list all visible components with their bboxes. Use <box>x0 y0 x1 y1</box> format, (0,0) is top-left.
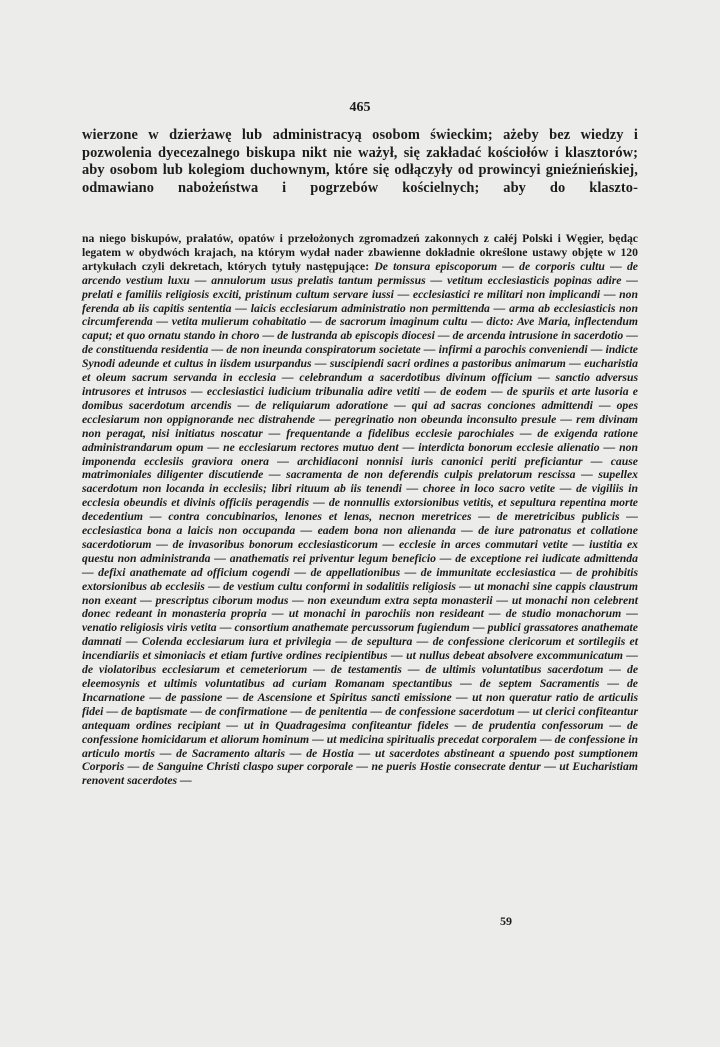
footnote-decree-titles: De tonsura episcoporum — de corporis cultu — de arcendo vestium luxu — annulorum usus prelatis tantum permissus — vetitum ecclesiasticis popinas adire — prelati e familiis religiosis exciti, pristinum cultum servare iussi — ecclesiastici re militari non implicandi — non ferenda ab iis capitis sententia — laicis ecclesiarum administratio non permittenda — arma ab ecclesiasticis non circumferenda — vetita mulierum cohabitatio — de sacrorum imaginum cultu — dicto: Ave Maria, inflectendum caput; et quo ornatu stando in choro — de lustranda ab episcopis diocesi — de arcenda intrusione in sacerdotio — de constituenda residentia — de non ineunda conspiratorum societate — infirmi a parochis conveniendi — indicte Synodi adeunde et cultus in iisdem usurpandus — suscipiendi sacri ordines a pastoribus animarum — eucharistia et oleum sacrum servanda in ecclesia — celebrandum a sacerdotibus divinum officium — sanctio adversus intrusores et intrusos — ecclesiastici iudicium tribunalia adire vetiti — de eodem — de spuriis et arte lusoria e domibus sacerdotum arcendis — de reliquiarum adoratione — qui ad sacras conciones admittendi — opes ecclesiarum non oppignorande nec distrahende — peregrinatio non obeunda inconsulto presule — rem divinam non peragat, nisi initiatus noscatur — frequentande a fidelibus ecclesie parochiales — de exigenda ratione administrandarum opum — ne ecclesiarum rectores mutuo dent — interdicta bonorum ecclesie alienatio — non imponenda ecclesiis graviora onera — archidiaconi nonnisi iuris canonici periti preficiantur — cause matrimoniales diligenter discutiende — sacramenta de non deferendis culpis prelatorum rescissa — supellex sacerdotum non locanda in ecclesiis; libri rituum ab iis tenendi — choree in loco sacro vetite — de vigiliis in ecclesia obeundis et divinis officiis peragendis — de nonnullis extorsionibus vetitis, et sepultura repentina morte decedentium — contra concubinarios, lenones et lenas, necnon meretrices — de meretricibus publicis — ecclesiastica bona a laicis non occupanda — eadem bona non alienanda — de iure patronatus et collatione sacerdotiorum — de invasoribus bonorum ecclesiasticorum — ecclesie in arces commutari vetite — iustitia ex questu non administranda — anathematis rei priventur legum beneficio — de exceptione rei iudicate admittenda — defixi anathemate ad officium cogendi — de appellationibus — de immunitate ecclesiastica — de prohibitis extorsionibus ab ecclesiis — de vestium cultu conformi in sodalitiis religiosis — ut monachi sine cappis claustrum non exeant — prescriptus ciborum modus — non exeundum extra septa monasterii — ut monachi non celebrent donec redeant in monasteria propria — ut monachi in parochiis non resideant — de studio monachorum — venatio religiosis viris vetita — consortium anathemate percussorum fugiendum — publici grassatores anathemate damnati — Colenda ecclesiarum iura et privilegia — de sepultura — de confessione clericorum et sortilegiis et incendiariis et simoniacis et etiam furtive ordines recipientibus — ut nullus debeat absolvere excommunicatum — de violatoribus ecclesiarum et cemeteriorum — de testamentis — de ultimis voluntatibus sacerdotum — de eleemosynis et ultimis voluntatibus ad curiam Romanam spectantibus — de septem Sacramentis — de Incarnatione — de passione — de Ascensione et Spiritus sancti emissione — ut non queratur ratio de articulis fidei — de baptismate — de confirmatione — de penitentia — de confessione sacerdotum — ut clerici confiteantur antequam ordines recipiant — ut in Quadragesima confiteantur fideles — de prudentia confessorum — de confessione homicidarum et aliorum hominum — ut medicina spiritualis precedat corporalem — de confessione in articulo mortis — de Sacramento altaris — de Hostia — ut sacerdotes abstineant a spuendo post sumptionem Corporis — de Sanguine Christi claspo super corporale — ne pueris Hostie consecrate dentur — ut Eucharistiam renovent sacerdotes — <box>82 259 638 788</box>
printer-signature-mark: 59 <box>500 914 512 928</box>
main-text-paragraph: wierzone w dzierżawę lub administracyą osobom świeckim; ażeby bez wiedzy i pozwolenia dyecezalnego biskupa nikt nie ważył, się zakładać kościołów i klasztorów; aby osobom lub kolegiom duchownym, które się odłączyły od prowincyi gnieźnieńskiej, odmawiano nabożeństwa i pogrzebów kościelnych; aby do klaszto- <box>82 127 638 196</box>
footnote-paragraph <box>82 232 638 788</box>
page-number: 465 <box>349 100 371 115</box>
footnote-intro: na niego biskupów, prałatów, opatów i przełożonych zgromadzeń zakonnych z całéj Polski i Węgier, będąc legatem w obydwóch krajach, na którym wydał nader zbawienne dokładnie określone ustawy objęte w 120 artykułach czyli dekretach, których tytuły następujące: <box>82 232 638 273</box>
